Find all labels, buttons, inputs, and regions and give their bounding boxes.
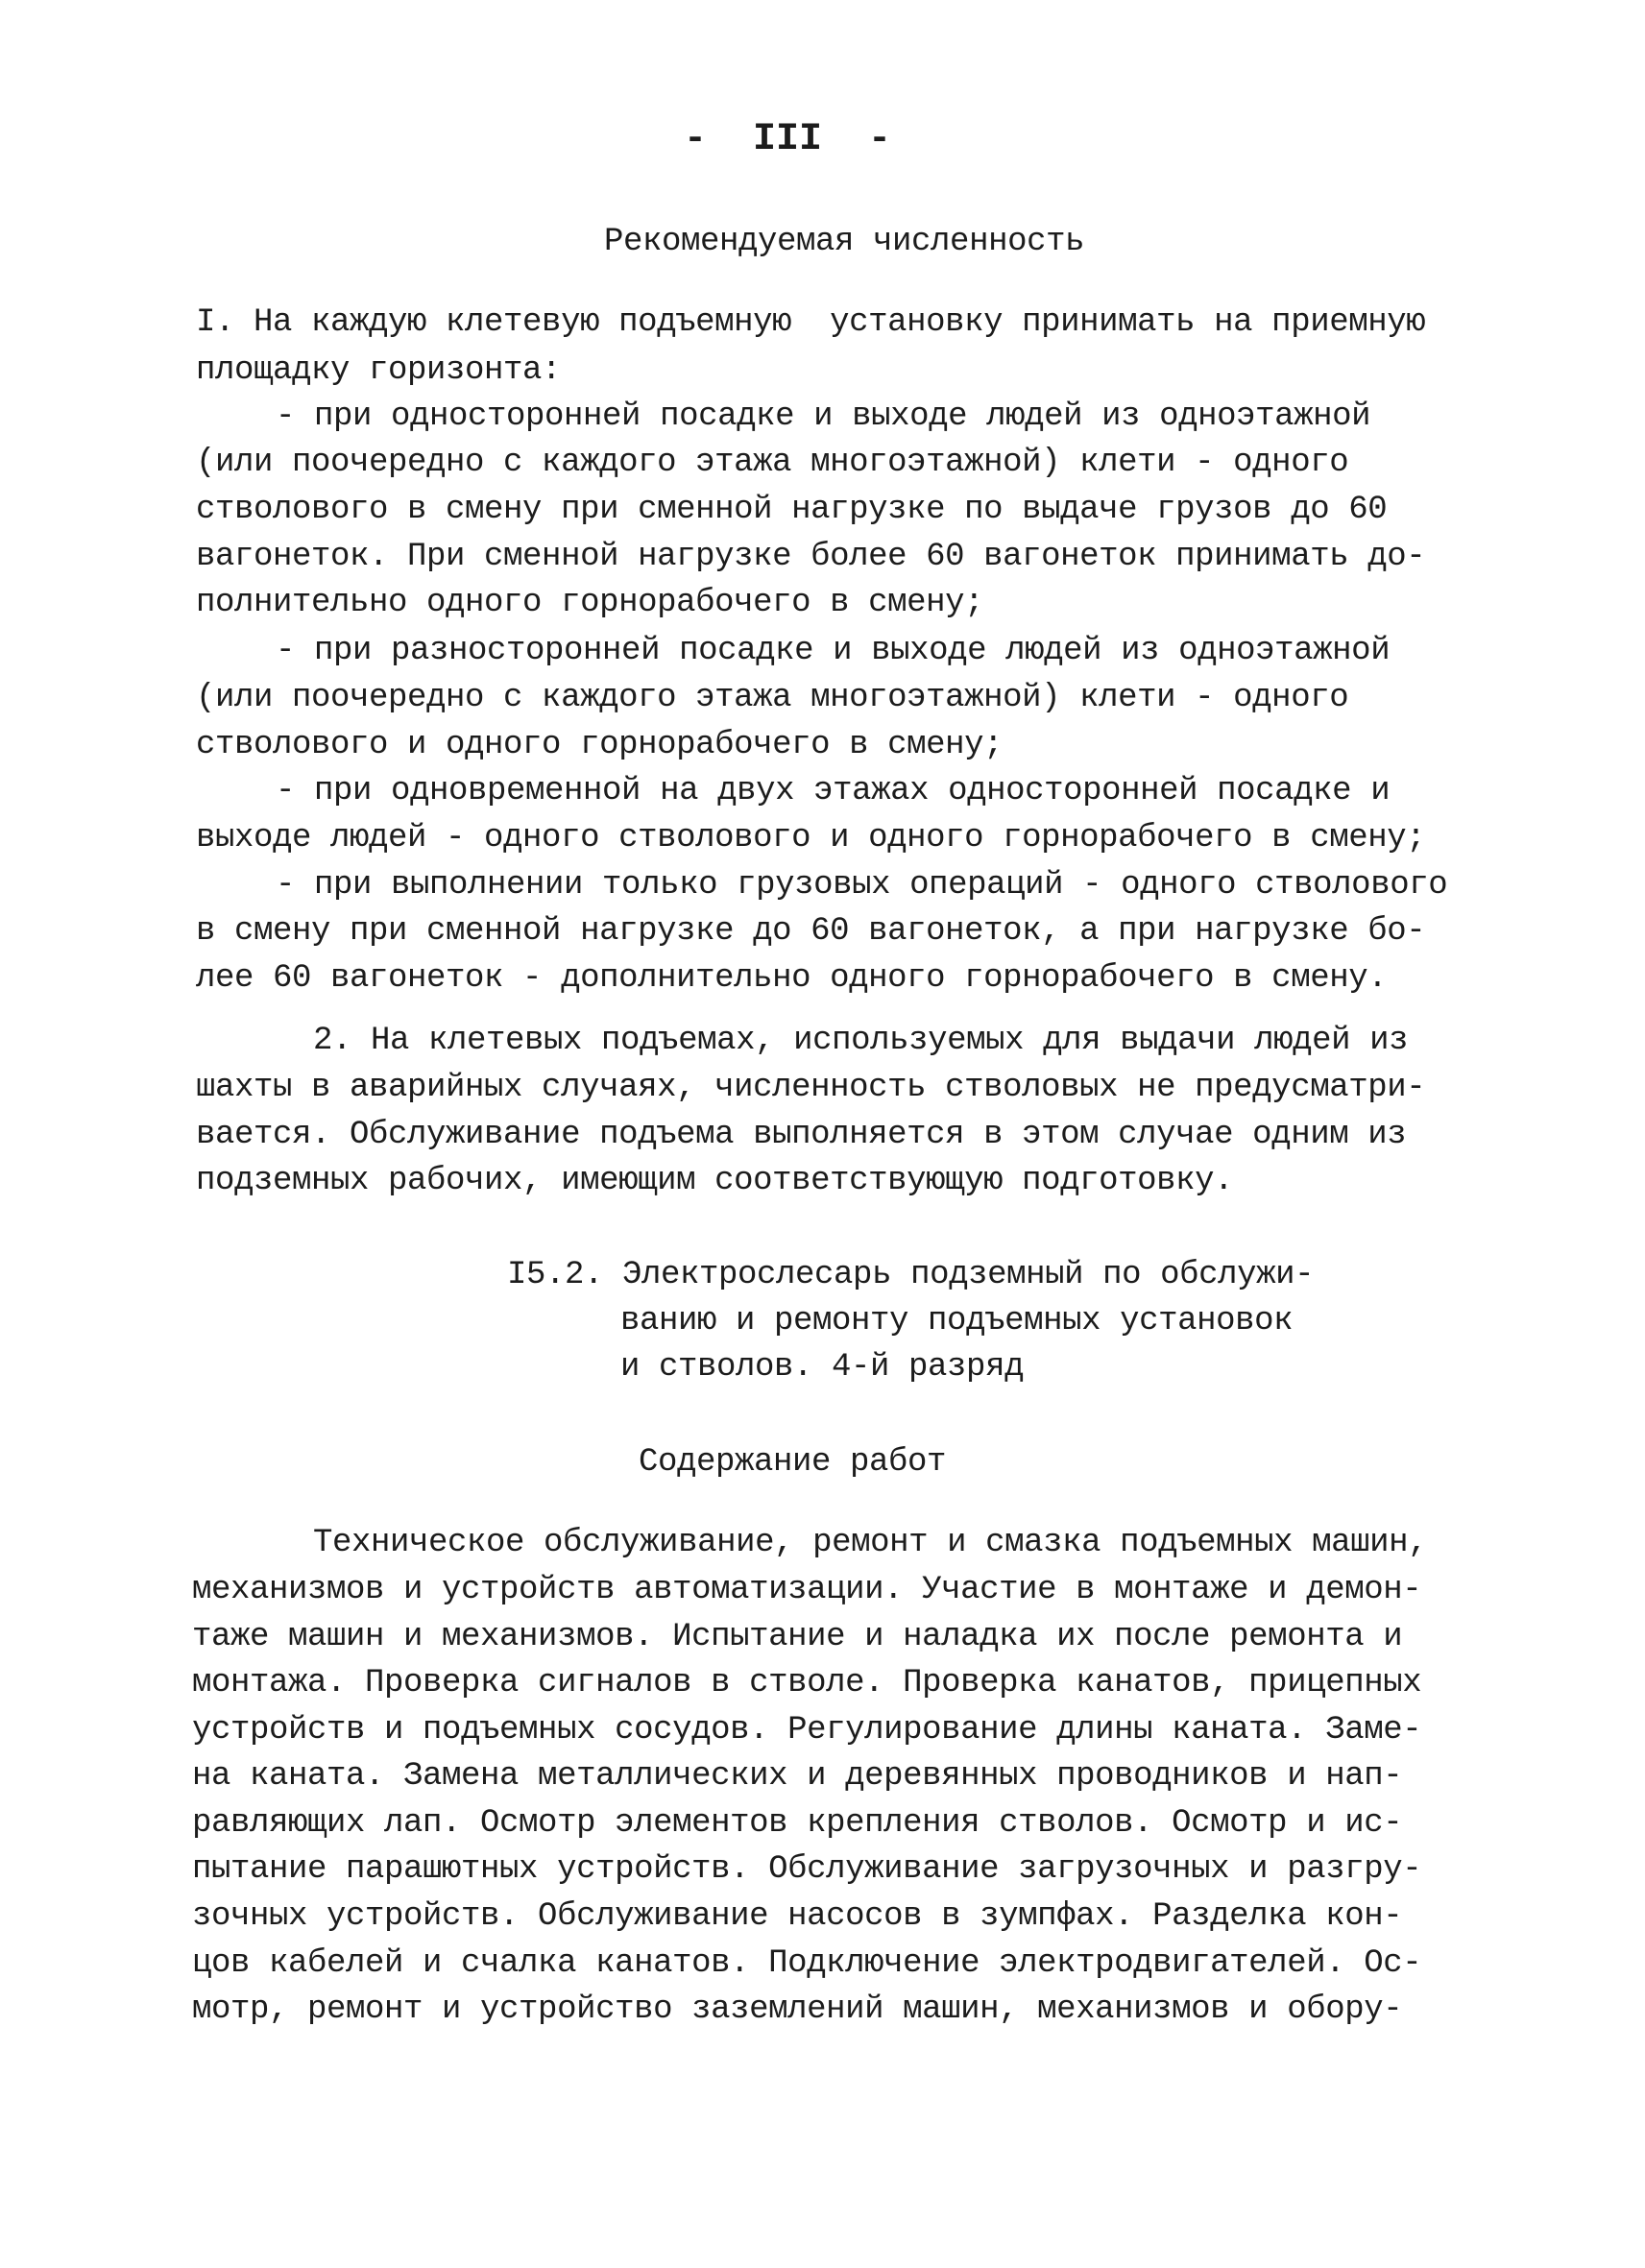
section-title-line: I5.2. Электрослесарь подземный по обслужи- [507,1257,1315,1293]
text-line: полнительно одного горнорабочего в смену; [196,585,984,621]
text-line: вается. Обслуживание подъема выполняется в этом случае одним из [196,1117,1407,1153]
text-line: зочных устройств. Обслуживание насосов в зумпфах. Разделка кон- [192,1898,1403,1935]
text-line: на каната. Замена металлических и деревянных проводников и нап- [192,1758,1403,1795]
text-line: пытание парашютных устройств. Обслуживание загрузочных и разгру- [192,1851,1422,1888]
text-line: стволового в смену при сменной нагрузке по выдаче грузов до 60 [196,492,1388,528]
text-line: - при выполнении только грузовых операций - одного стволового [276,867,1448,904]
text-line: цов кабелей и счалка канатов. Подключение электродвигателей. Ос- [192,1945,1422,1982]
section-subheading: Содержание работ [639,1444,947,1481]
text-line: механизмов и устройств автоматизации. Участие в монтаже и демон- [192,1572,1422,1608]
text-line: - при односторонней посадке и выходе людей из одноэтажной [276,398,1371,435]
text-line: мотр, ремонт и устройство заземлений машин, механизмов и обору- [192,1991,1403,2028]
section-title-line: ванию и ремонту подъемных установок [620,1303,1294,1339]
text-line: стволового и одного горнорабочего в смену; [196,727,1004,763]
text-line: - при разносторонней посадке и выходе людей из одноэтажной [276,633,1391,669]
text-line: Техническое обслуживание, ремонт и смазка подъемных машин, [313,1525,1428,1561]
text-line: лее 60 вагонеток - дополнительно одного горнорабочего в смену. [196,960,1388,997]
text-line: - при одновременной на двух этажах односторонней посадке и [276,773,1391,809]
text-line: монтажа. Проверка сигналов в стволе. Проверка канатов, прицепных [192,1665,1422,1701]
section-title-line: и стволов. 4-й разряд [620,1349,1025,1386]
text-line: I. На каждую клетевую подъемную установку принимать на приемную [196,304,1426,341]
text-line: 2. На клетевых подъемах, используемых для выдачи людей из [313,1023,1409,1059]
section-heading: Рекомендуемая численность [604,224,1085,260]
text-line: шахты в аварийных случаях, численность стволовых не предусматри- [196,1070,1426,1106]
text-line: площадку горизонта: [196,352,562,389]
text-line: таже машин и механизмов. Испытание и наладка их после ремонта и [192,1619,1403,1655]
text-line: (или поочередно с каждого этажа многоэтажной) клети - одного [196,680,1349,716]
text-line: подземных рабочих, имеющим соответствующую подготовку. [196,1163,1234,1199]
text-line: (или поочередно с каждого этажа многоэтажной) клети - одного [196,445,1349,481]
text-line: выходе людей - одного стволового и одного горнорабочего в смену; [196,820,1426,857]
text-line: вагонеток. При сменной нагрузке более 60 вагонеток принимать до- [196,539,1426,575]
text-line: в смену при сменной нагрузке до 60 вагонеток, а при нагрузке бо- [196,913,1426,950]
text-line: устройств и подъемных сосудов. Регулирование длины каната. Заме- [192,1712,1422,1749]
page-number: - III - [683,118,892,161]
text-line: равляющих лап. Осмотр элементов крепления стволов. Осмотр и ис- [192,1805,1403,1842]
